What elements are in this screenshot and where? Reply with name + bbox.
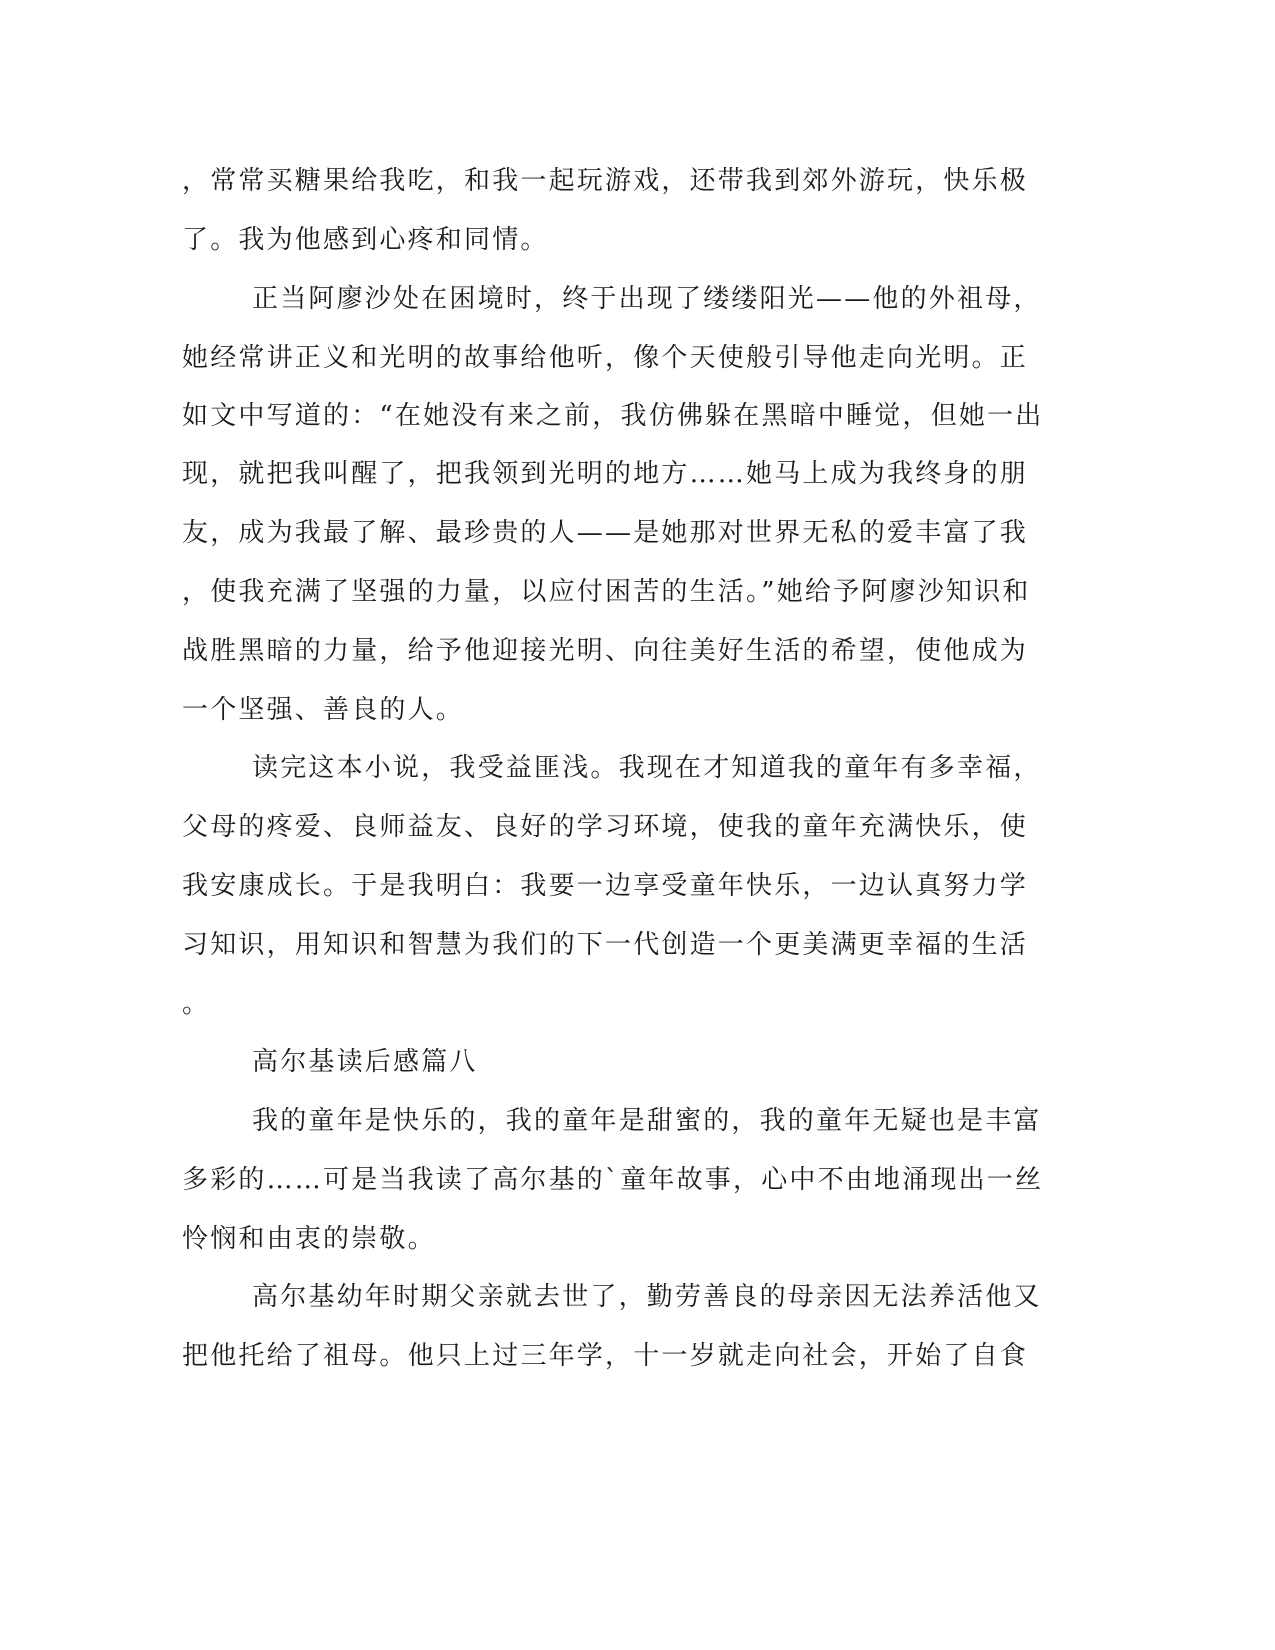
text-line: 习知识，用知识和智慧为我们的下一代创造一个更美满更幸福的生活 (182, 930, 1029, 960)
text-line: 父母的疼爱、良师益友、良好的学习环境，使我的童年充满快乐，使 (182, 812, 1029, 842)
paragraph-first-line: 读完这本小说，我受益匪浅。我现在才知道我的童年有多幸福， (252, 753, 1042, 783)
text-line: 把他托给了祖母。他只上过三年学，十一岁就走向社会，开始了自食 (182, 1341, 1029, 1371)
paragraph-first-line: 高尔基幼年时期父亲就去世了，勤劳善良的母亲因无法养活他又 (252, 1282, 1042, 1312)
paragraph-first-line: 我的童年是快乐的，我的童年是甜蜜的，我的童年无疑也是丰富 (252, 1106, 1042, 1136)
text-line: 她经常讲正义和光明的故事给他听，像个天使般引导他走向光明。正 (182, 343, 1029, 373)
text-line: 我安康成长。于是我明白：我要一边享受童年快乐，一边认真努力学 (182, 871, 1029, 901)
text-line: ，常常买糖果给我吃，和我一起玩游戏，还带我到郊外游玩，快乐极 (182, 166, 1029, 196)
section-heading: 高尔基读后感篇八 (252, 1047, 478, 1077)
text-line: 现，就把我叫醒了，把我领到光明的地方……她马上成为我终身的朋 (182, 459, 1029, 489)
text-line: 怜悯和由衷的崇敬。 (182, 1224, 436, 1254)
text-line: 。 (182, 989, 211, 1019)
text-line: 了。我为他感到心疼和同情。 (182, 225, 549, 255)
text-line: 一个坚强、善良的人。 (182, 695, 465, 725)
text-line: ，使我充满了坚强的力量，以应付困苦的生活。”她给予阿廖沙知识和 (182, 577, 1031, 607)
text-line: 如文中写道的：“在她没有来之前，我仿佛躲在黑暗中睡觉，但她一出 (182, 401, 1044, 431)
text-line: 战胜黑暗的力量，给予他迎接光明、向往美好生活的希望，使他成为 (182, 636, 1029, 666)
text-line: 友，成为我最了解、最珍贵的人——是她那对世界无私的爱丰富了我 (182, 518, 1029, 548)
paragraph-first-line: 正当阿廖沙处在困境时，终于出现了缕缕阳光——他的外祖母， (252, 284, 1042, 314)
text-line: 多彩的……可是当我读了高尔基的`童年故事，心中不由地涌现出一丝 (182, 1165, 1044, 1195)
